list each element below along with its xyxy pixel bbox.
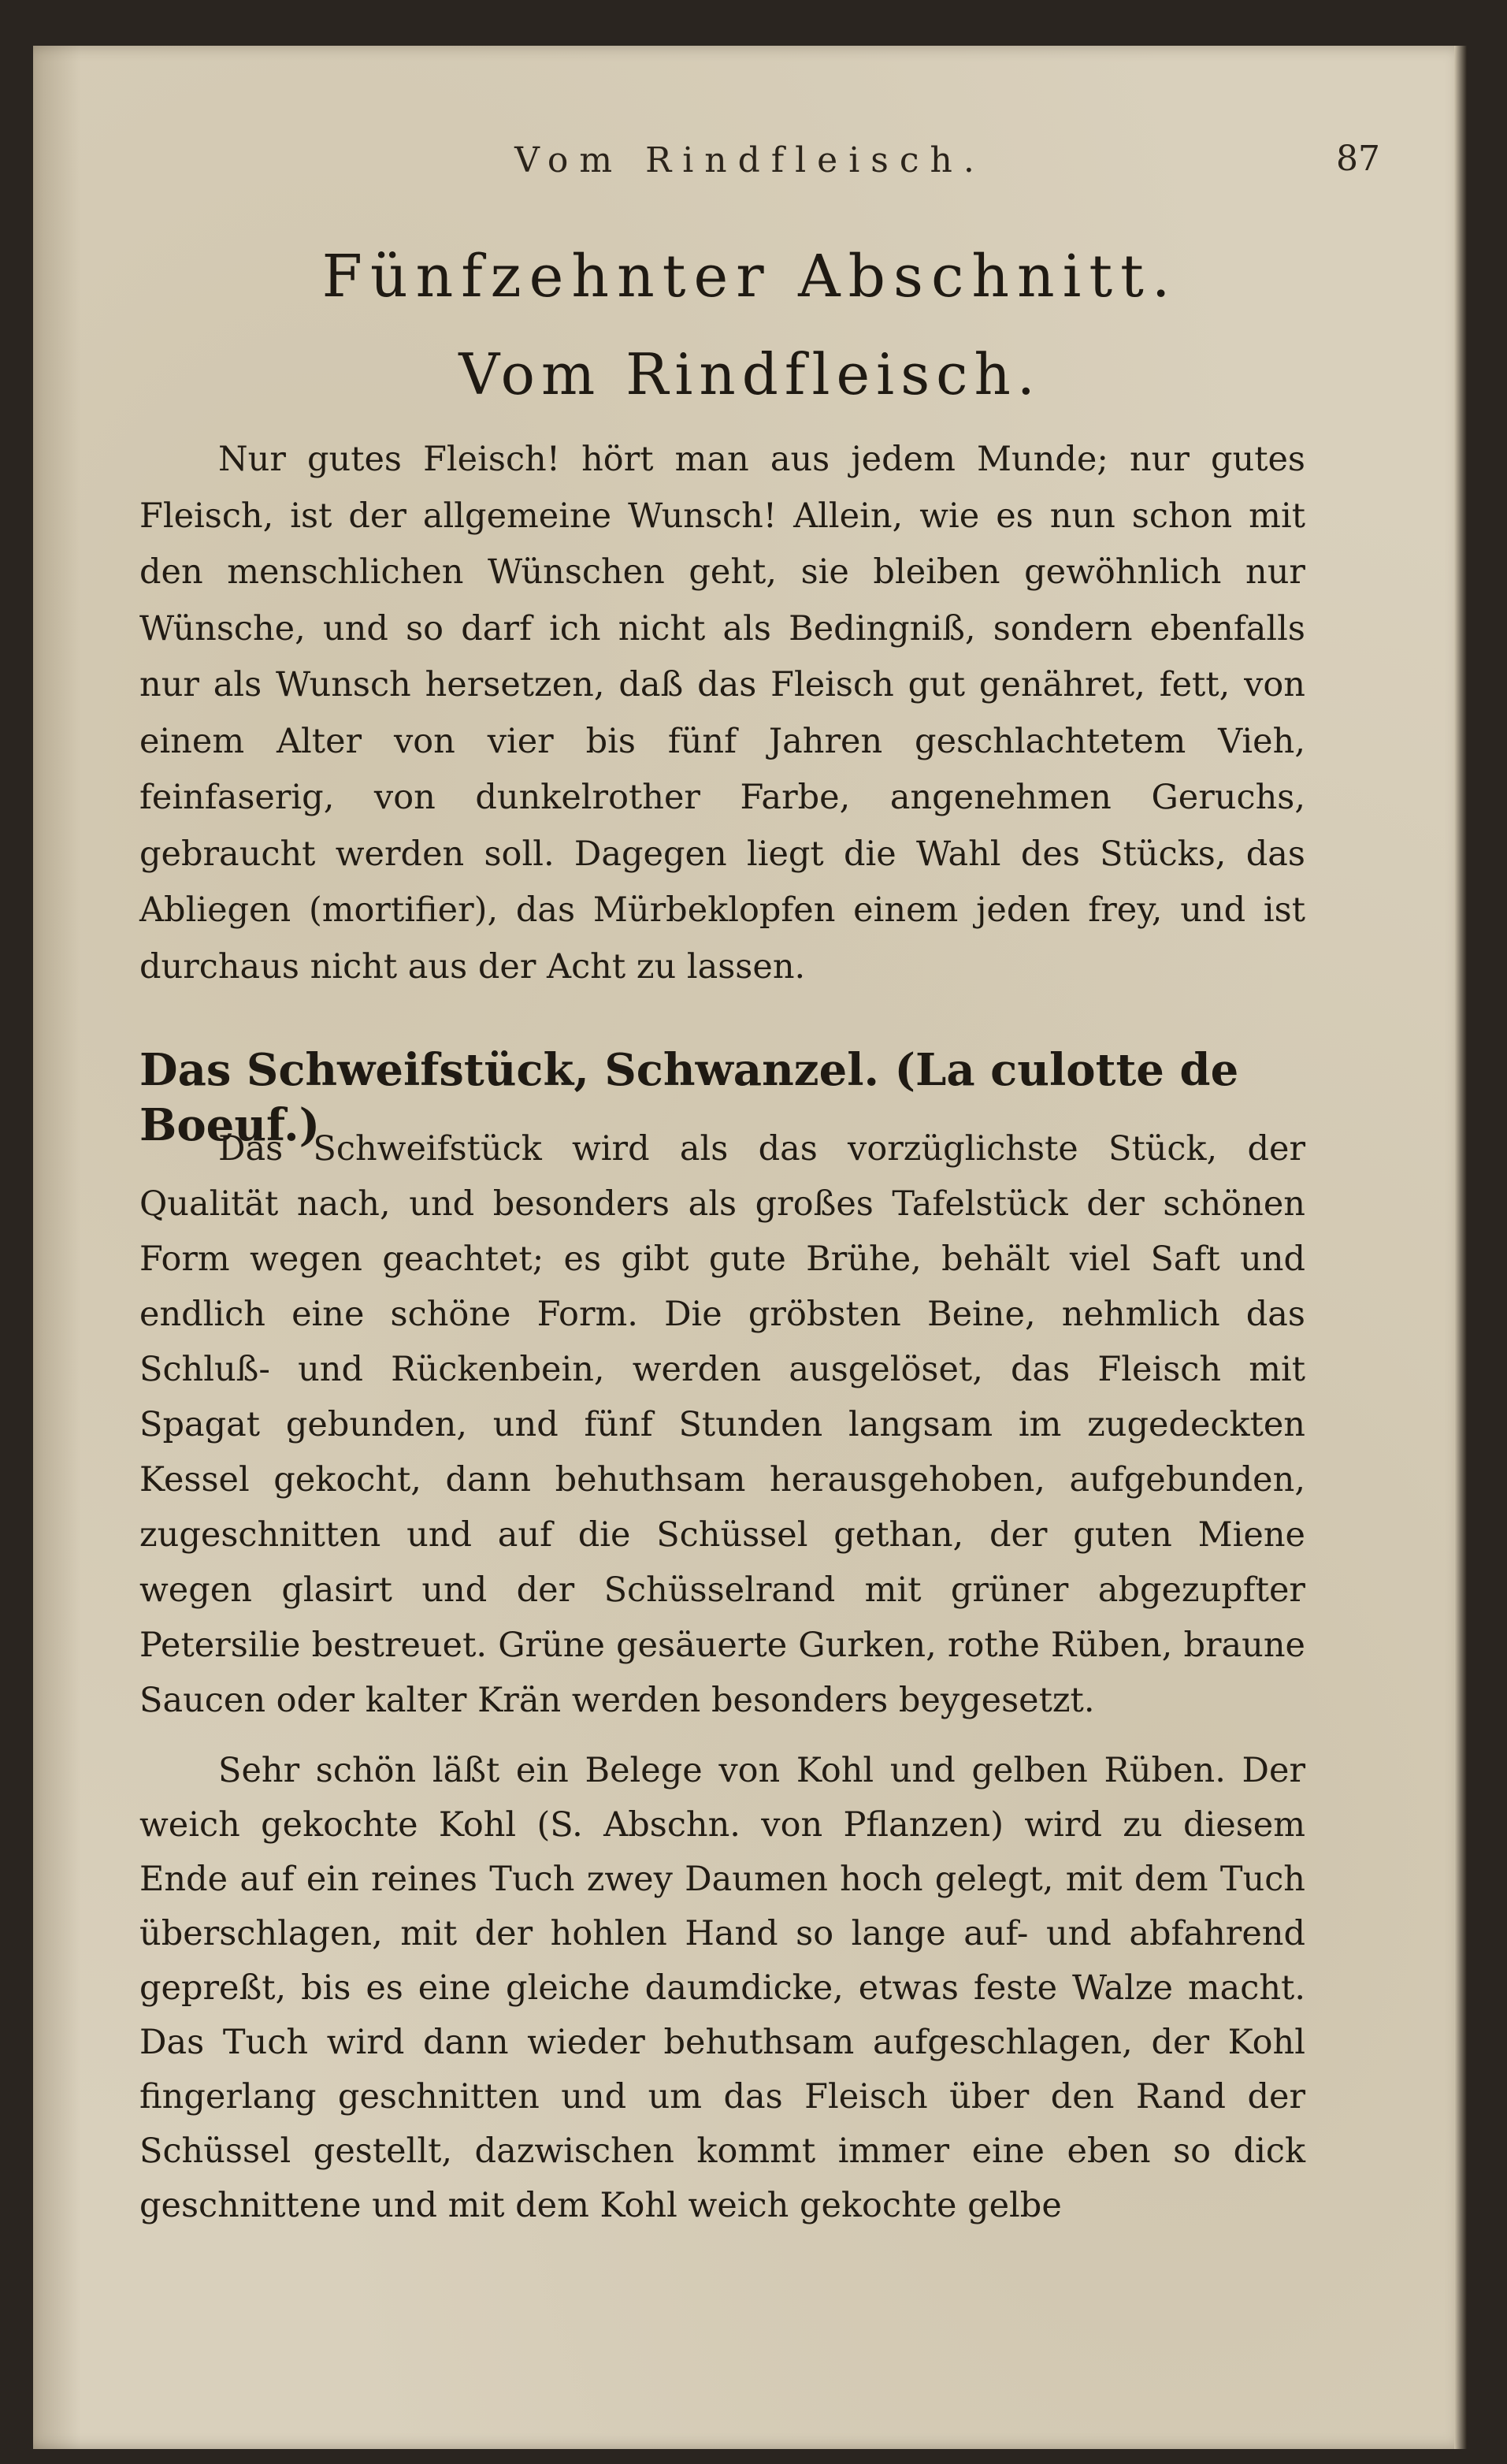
section-heading: Das Schweifstück, Schwanzel. (La culotte de Boeuf.) [139, 1044, 1239, 1151]
book-page [33, 46, 1467, 2449]
running-head: Vom Rindfleisch. [514, 140, 985, 180]
paragraph-intro: Nur gutes Fleisch! hört man aus jedem Munde; nur gutes Fleisch, ist der allgemeine Wunsch! Allein, wie es nun schon mit den menschlichen Wünschen geht, sie bleiben gewöhnlich nur Wünsche, und so darf ich nicht als Bedingniß, sondern ebenfalls nur als Wunsch hersetzen, daß das Fleisch gut genähret, fett, von einem Alter von vier bis fünf Jahren geschlachtetem Vieh, feinfaserig, von dunkelrother Farbe, angenehmen Geruchs, gebraucht werden soll. Dagegen liegt die Wahl des Stücks, das Abliegen (mortifier), das Mürbeklopfen einem jeden frey, und ist durchaus nicht aus der Acht zu lassen. [139, 440, 1305, 987]
page-number: 87 [1336, 139, 1380, 179]
chapter-title: Fünfzehnter Abschnitt. [321, 243, 1179, 310]
paragraph-belege: Sehr schön läßt ein Belege von Kohl und gelben Rüben. Der weich gekochte Kohl (S. Abschn. von Pflanzen) wird zu diesem Ende auf ein reines Tuch zwey Daumen hoch gelegt, mit dem Tuch überschlagen, mit der hohlen Hand so lange auf- und abfahrend gepreßt, bis es eine gleiche daumdicke, etwas feste Walze macht. Das Tuch wird dann wieder behuthsam aufgeschlagen, der Kohl fingerlang geschnitten und um das Fleisch über den Rand der Schüssel gestellt, dazwischen kommt immer eine eben so dick geschnittene und mit dem Kohl weich gekochte gelbe [139, 1751, 1305, 2225]
chapter-subtitle: Vom Rindfleisch. [458, 341, 1041, 407]
paragraph-schweifstueck: Das Schweifstück wird als das vorzüglichste Stück, der Qualität nach, und besonders als großes Tafelstück der schönen Form wegen geachtet; es gibt gute Brühe, behält viel Saft und endlich eine schöne Form. Die gröbsten Beine, nehmlich das Schluß- und Rückenbein, werden ausgelöset, das Fleisch mit Spagat gebunden, und fünf Stunden langsam im zugedeckten Kessel gekocht, dann behuthsam herausgehoben, aufgebunden, zugeschnitten und auf die Schüssel gethan, der guten Miene wegen glasirt und der Schüsselrand mit grüner abgezupfter Petersilie bestreuet. Grüne gesäuerte Gurken, rothe Rüben, braune Saucen oder kalter Krän werden besonders beygesetzt. [139, 1129, 1305, 1720]
